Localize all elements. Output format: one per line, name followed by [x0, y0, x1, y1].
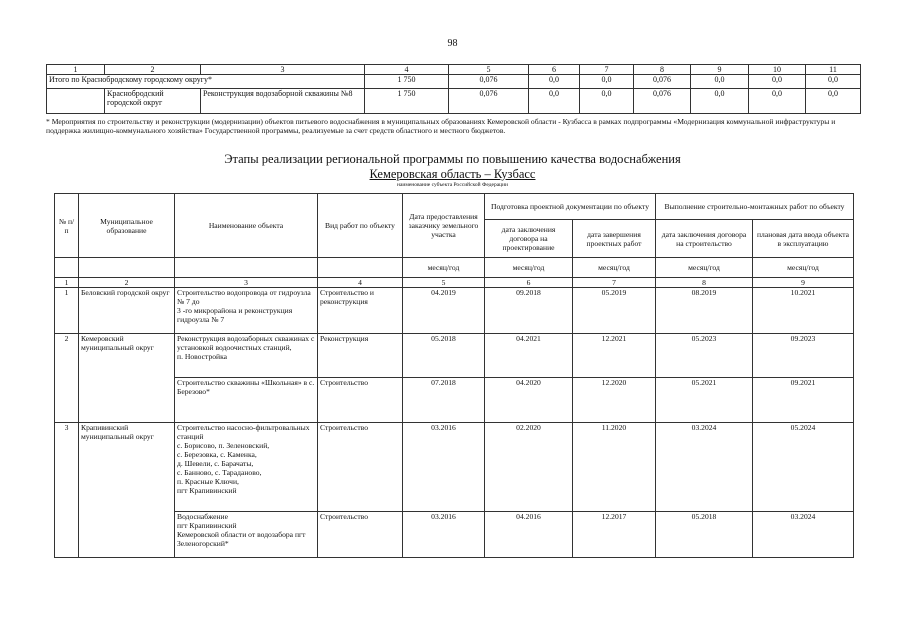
- row-design-contract: 09.2018: [485, 288, 573, 334]
- column-number: 6: [485, 278, 573, 288]
- row-design-contract: 04.2020: [485, 378, 573, 423]
- table-row: [55, 512, 854, 558]
- detail-municipality: Краснобродский городской округ: [105, 89, 201, 114]
- unit-label: месяц/год: [753, 258, 854, 278]
- row-object: [175, 334, 318, 378]
- column-number: 8: [656, 278, 753, 288]
- detail-value: 0,0: [529, 89, 580, 114]
- table-row: [55, 334, 854, 378]
- unit-label: месяц/год: [656, 258, 753, 278]
- header-design-complete: дата завершения проектных работ: [573, 220, 656, 258]
- subject-name-text: Кемеровская область – Кузбасс: [369, 167, 536, 181]
- total-value: 0,0: [691, 75, 749, 89]
- header-number: 11: [806, 65, 861, 75]
- row-object: [175, 512, 318, 558]
- header-design-group: Подготовка проектной документации по объекту: [485, 194, 656, 220]
- row-num: [55, 378, 79, 423]
- row-construction-contract: 05.2023: [656, 334, 753, 378]
- header-commissioning: плановая дата ввода объекта в эксплуатацию: [753, 220, 854, 258]
- row-work-type: Строительство: [318, 423, 403, 512]
- column-number: 5: [403, 278, 485, 288]
- funding-table-total-row: [47, 75, 861, 89]
- row-commissioning: 05.2024: [753, 423, 854, 512]
- units-row: [55, 258, 854, 278]
- total-value: 0,076: [634, 75, 691, 89]
- row-design-complete: 12.2017: [573, 512, 656, 558]
- row-num: [55, 512, 79, 558]
- row-object-text: Строительство скважины «Школьная» в с. Березово*: [177, 378, 315, 396]
- empty-cell: [79, 258, 175, 278]
- row-commissioning: 10.2021: [753, 288, 854, 334]
- row-work-type: Строительство и реконструкция: [318, 288, 403, 334]
- detail-value: 0,076: [634, 89, 691, 114]
- row-design-complete: 12.2021: [573, 334, 656, 378]
- implementation-stages-table: [54, 193, 854, 558]
- header-design-contract: дата заключения договора на проектирование: [485, 220, 573, 258]
- subject-name: [0, 167, 905, 181]
- row-work-type: Строительство: [318, 378, 403, 423]
- header-number: 9: [691, 65, 749, 75]
- header-number: 2: [105, 65, 201, 75]
- empty-cell: [175, 258, 318, 278]
- empty-cell: [47, 89, 105, 114]
- detail-value: 0,0: [691, 89, 749, 114]
- row-num: 1: [55, 288, 79, 334]
- column-number: 2: [79, 278, 175, 288]
- header-number: 4: [365, 65, 449, 75]
- row-handover: 05.2018: [403, 334, 485, 378]
- column-number: 1: [55, 278, 79, 288]
- row-municipality: Крапивинский муниципальный округ: [79, 423, 175, 512]
- row-object: [175, 378, 318, 423]
- column-number: 4: [318, 278, 403, 288]
- row-commissioning: 09.2021: [753, 378, 854, 423]
- detail-value: 0,0: [806, 89, 861, 114]
- table-row: [55, 288, 854, 334]
- row-construction-contract: 08.2019: [656, 288, 753, 334]
- row-object-text: Строительство водопровода от гидроузла № 7 до 3 -го микрорайона и реконструкция гидроузла № 7: [177, 288, 311, 324]
- total-value: 0,0: [806, 75, 861, 89]
- row-design-contract: 04.2016: [485, 512, 573, 558]
- row-design-contract: 04.2021: [485, 334, 573, 378]
- header-construction-group: Выполнение строительно-монтажных работ по объекту: [656, 194, 854, 220]
- row-commissioning: 09.2023: [753, 334, 854, 378]
- total-label: Итого по Краснобродскому городскому округу*: [47, 75, 365, 89]
- total-value: 0,0: [580, 75, 634, 89]
- header-row-1: [55, 194, 854, 220]
- row-municipality: Беловский городской округ: [79, 288, 175, 334]
- row-work-type: Строительство: [318, 512, 403, 558]
- header-number: 10: [749, 65, 806, 75]
- header-number: 5: [449, 65, 529, 75]
- unit-label: месяц/год: [573, 258, 656, 278]
- row-design-contract: 02.2020: [485, 423, 573, 512]
- funding-table-detail-row: [47, 89, 861, 114]
- header-municipality: Муниципальное образование: [79, 194, 175, 258]
- detail-value: 0,076: [449, 89, 529, 114]
- header-number: 8: [634, 65, 691, 75]
- subject-caption: наименование субъекта Российской Федерации: [397, 182, 508, 188]
- row-object-text: Строительство насосно-фильтровальных станций с. Борисово, п. Зеленовский, с. Березовка, с. Каменка, д. Шевели, с. Барачаты, с. Банново, с. Тарадановo, п. Красные Ключи, пгт Крапивинский: [177, 423, 310, 495]
- column-number: 7: [573, 278, 656, 288]
- row-design-complete: 11.2020: [573, 423, 656, 512]
- total-value: 0,0: [529, 75, 580, 89]
- row-object-text: Водоснабжение пгт Крапивинский Кемеровской области от водозабора пгт Зеленогорский*: [177, 512, 306, 548]
- column-number: 9: [753, 278, 854, 288]
- row-municipality: Кемеровский муниципальный округ: [79, 334, 175, 378]
- detail-value: 0,0: [749, 89, 806, 114]
- row-num: 3: [55, 423, 79, 512]
- header-number: 6: [529, 65, 580, 75]
- column-numbers-row: [55, 278, 854, 288]
- row-handover: 03.2016: [403, 512, 485, 558]
- empty-cell: [55, 258, 79, 278]
- funding-table-header-row: [47, 65, 861, 75]
- header-num: № п/п: [55, 194, 79, 258]
- row-object: [175, 423, 318, 512]
- row-construction-contract: 03.2024: [656, 423, 753, 512]
- total-value: 0,0: [749, 75, 806, 89]
- header-handover: Дата предоставления заказчику земельного участка: [403, 194, 485, 258]
- row-num: 2: [55, 334, 79, 378]
- empty-cell: [318, 258, 403, 278]
- row-municipality: [79, 512, 175, 558]
- row-construction-contract: 05.2021: [656, 378, 753, 423]
- row-commissioning: 03.2024: [753, 512, 854, 558]
- table-row: [55, 378, 854, 423]
- column-number: 3: [175, 278, 318, 288]
- header-object: Наименование объекта: [175, 194, 318, 258]
- unit-label: месяц/год: [403, 258, 485, 278]
- row-construction-contract: 05.2018: [656, 512, 753, 558]
- detail-value: 1 750: [365, 89, 449, 114]
- row-work-type: Реконструкция: [318, 334, 403, 378]
- header-number: 7: [580, 65, 634, 75]
- row-municipality: [79, 378, 175, 423]
- row-handover: 04.2019: [403, 288, 485, 334]
- total-value: 0,076: [449, 75, 529, 89]
- row-handover: 03.2016: [403, 423, 485, 512]
- row-design-complete: 05.2019: [573, 288, 656, 334]
- footnote: * Мероприятия по строительству и реконструкции (модернизации) объектов питьевого водоснабжения в муниципальных образованиях Кемеровской области - Кузбасса в рамках подпрограммы «Модернизация коммунальной инфраструктуры и поддержка жилищно-коммунального хозяйства» Государственной программы, реализуемые за счет средств областного и местного бюджетов.: [46, 117, 836, 135]
- row-design-complete: 12.2020: [573, 378, 656, 423]
- header-construction-contract: дата заключения договора на строительство: [656, 220, 753, 258]
- row-object: [175, 288, 318, 334]
- document-title: Этапы реализации региональной программы по повышению качества водоснабжения: [224, 152, 681, 166]
- table-row: [55, 423, 854, 512]
- header-number: 1: [47, 65, 105, 75]
- page-number: 98: [447, 38, 458, 49]
- detail-value: 0,0: [580, 89, 634, 114]
- funding-table: [46, 64, 861, 114]
- total-value: 1 750: [365, 75, 449, 89]
- row-handover: 07.2018: [403, 378, 485, 423]
- unit-label: месяц/год: [485, 258, 573, 278]
- header-work-type: Вид работ по объекту: [318, 194, 403, 258]
- detail-object: Реконструкция водозаборной скважины №8: [201, 89, 365, 114]
- row-object-text: Реконструкция водозаборных скважинах с установкой водоочистных станций, п. Новостройка: [177, 334, 315, 361]
- header-number: 3: [201, 65, 365, 75]
